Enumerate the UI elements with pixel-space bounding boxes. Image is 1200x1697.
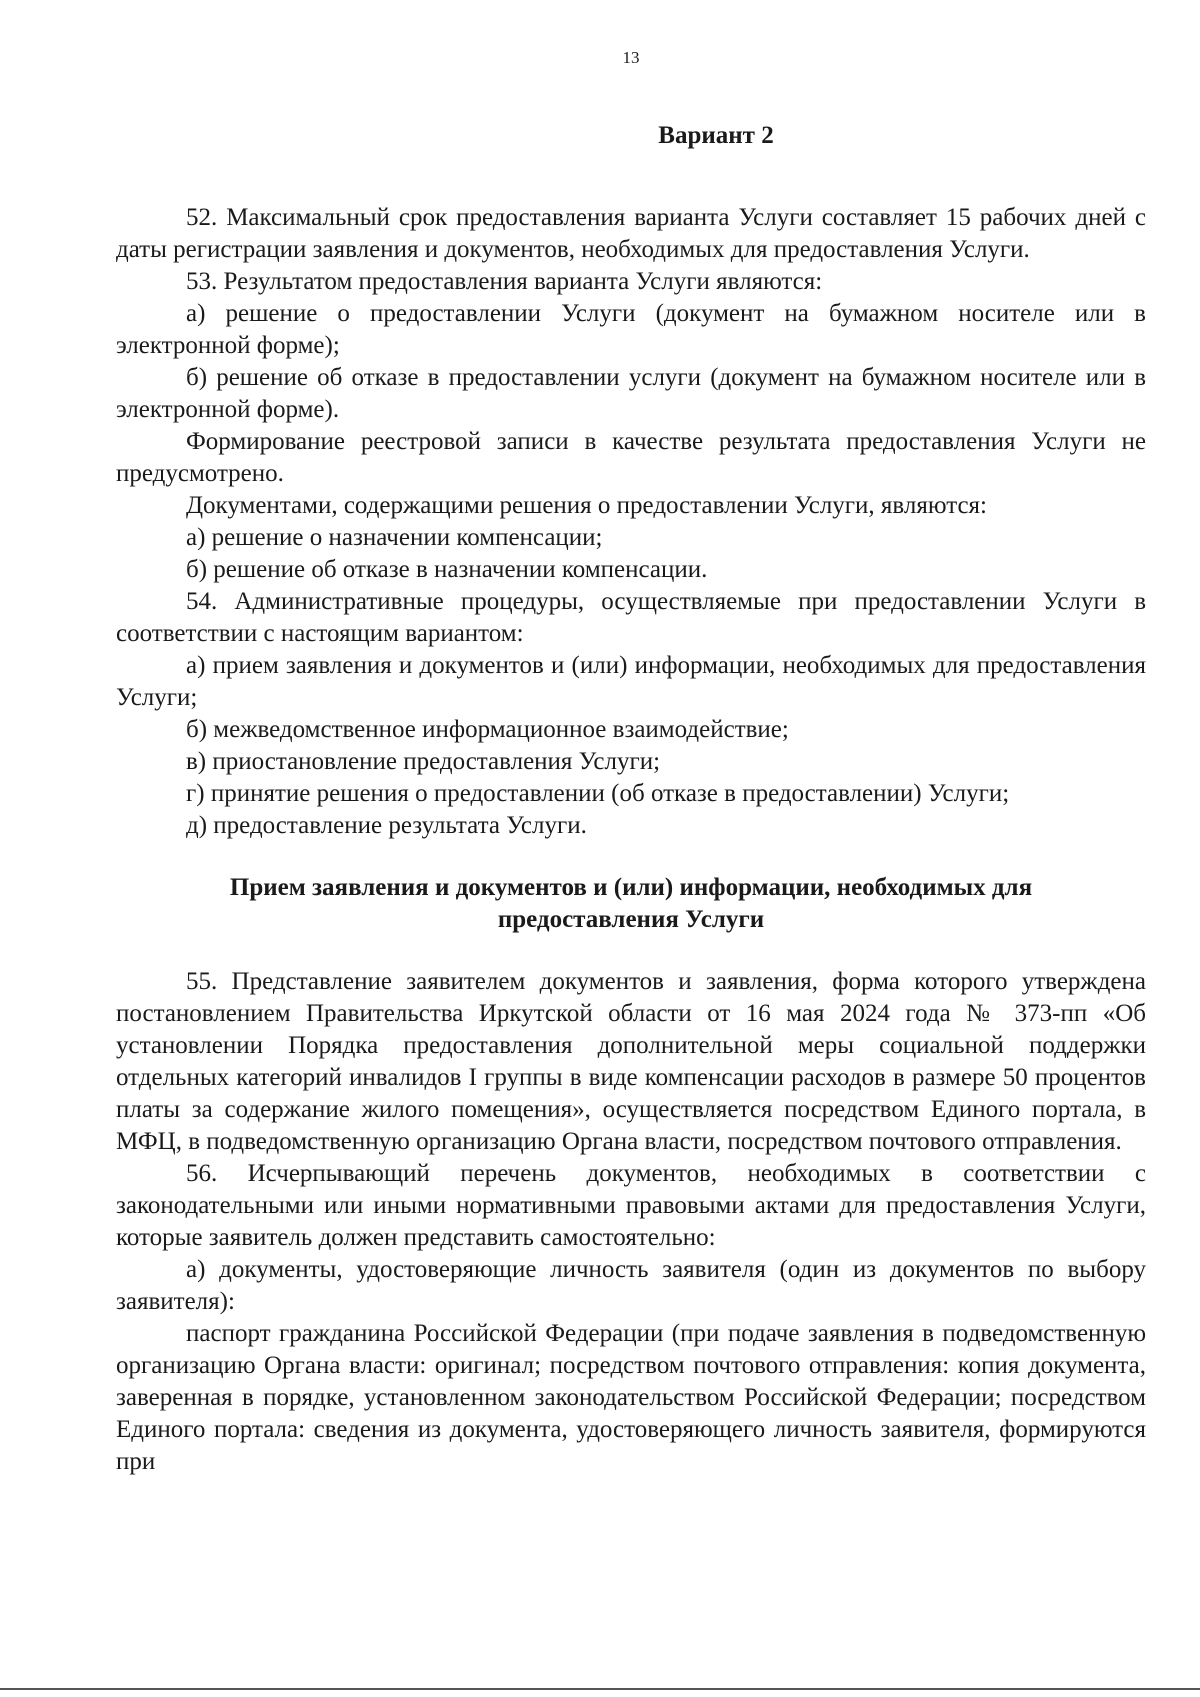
paragraph: д) предоставление результата Услуги.	[186, 812, 587, 839]
paragraph: г) принятие решения о предоставлении (об отказе в предоставлении) Услуги;	[186, 780, 1010, 807]
document-body	[116, 202, 1146, 1478]
paragraph: 56. Исчерпывающий перечень документов, необходимых в соответствии с законодательными или иными нормативными правовыми актами для предоставления Услуги, которые заявитель должен представить самостоятельно:	[116, 1160, 1146, 1251]
paragraph: 53. Результатом предоставления варианта Услуги являются:	[186, 268, 823, 295]
section-application-intake	[116, 966, 1146, 1478]
paragraph: а) документы, удостоверяющие личность заявителя (один из документов по выбору заявителя):	[116, 1256, 1146, 1315]
paragraph: а) прием заявления и документов и (или) информации, необходимых для предоставления Услуги;	[116, 652, 1146, 711]
variant-heading: Вариант 2	[658, 122, 774, 149]
paragraph: 54. Административные процедуры, осуществляемые при предоставлении Услуги в соответствии с настоящим вариантом:	[116, 588, 1146, 647]
paragraph: 55. Представление заявителем документов и заявления, форма которого утверждена постановлением Правительства Иркутской области от 16 мая 2024 года № 373-пп «Об установлении Порядка предоставления дополнительной меры социальной поддержки отдельных категорий инвалидов I группы в виде компенсации расходов в размере 50 процентов платы за содержание жилого помещения», осуществляется посредством Единого портала, в МФЦ, в подведомственную организацию Органа власти, посредством почтового отправления.	[116, 968, 1146, 1155]
paragraph: паспорт гражданина Российской Федерации (при подаче заявления в подведомственную организацию Органа власти: оригинал; посредством почтового отправления: копия документа, заверенная в порядке, установленном законодательством Российской Федерации; посредством Единого портала: сведения из документа, удостоверяющего личность заявителя, формируются при	[116, 1320, 1146, 1475]
paragraph: б) межведомственное информационное взаимодействие;	[186, 716, 789, 743]
paragraph: б) решение об отказе в назначении компенсации.	[186, 556, 708, 583]
paragraph: Документами, содержащими решения о предоставлении Услуги, являются:	[186, 492, 987, 519]
paragraph: 52. Максимальный срок предоставления варианта Услуги составляет 15 рабочих дней с даты регистрации заявления и документов, необходимых для предоставления Услуги.	[116, 204, 1146, 263]
paragraph: Формирование реестровой записи в качестве результата предоставления Услуги не предусмотрено.	[116, 428, 1146, 487]
bottom-edge-line	[0, 1688, 1200, 1690]
paragraph: в) приостановление предоставления Услуги;	[186, 748, 661, 775]
paragraph: а) решение о назначении компенсации;	[186, 524, 603, 551]
paragraph: б) решение об отказе в предоставлении услуги (документ на бумажном носителе или в электронной форме).	[116, 364, 1146, 423]
paragraph: а) решение о предоставлении Услуги (документ на бумажном носителе или в электронной форме);	[116, 300, 1146, 359]
section-variant-2	[116, 202, 1146, 842]
page-number: 13	[622, 48, 640, 67]
section-heading: Прием заявления и документов и (или) информации, необходимых для предоставления Услуги	[229, 874, 1033, 933]
